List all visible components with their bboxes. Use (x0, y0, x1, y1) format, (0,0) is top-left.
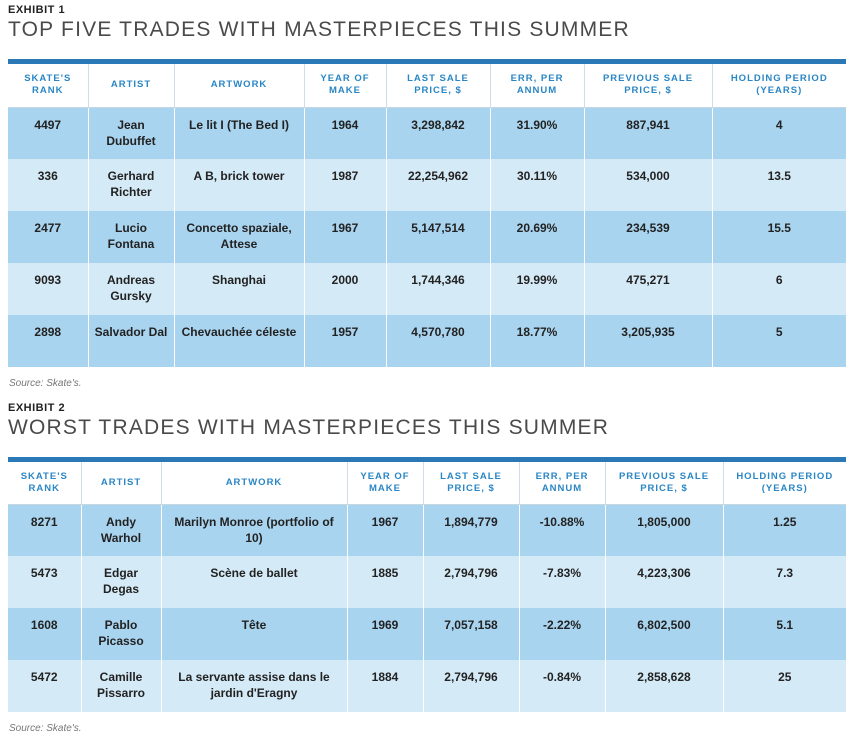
cell-rank: 9093 (8, 263, 88, 315)
cell-artist: Camille Pissarro (81, 660, 161, 712)
cell-holding: 7.3 (723, 556, 846, 608)
cell-err: -2.22% (519, 608, 605, 660)
exhibit-title: WORST TRADES WITH MASTERPIECES THIS SUMMER (8, 416, 610, 439)
cell-holding: 1.25 (723, 504, 846, 556)
col-header-rank: SKATE'S RANK (8, 64, 88, 107)
cell-rank: 336 (8, 159, 88, 211)
cell-year: 1964 (304, 107, 386, 159)
cell-artwork: Shanghai (174, 263, 304, 315)
table-header-row (8, 64, 846, 107)
cell-artist: Salvador Dal (88, 315, 174, 367)
col-header-artist: ARTIST (81, 462, 161, 504)
cell-artwork: Chevauchée céleste (174, 315, 304, 367)
cell-artist: Andy Warhol (81, 504, 161, 556)
cell-holding: 6 (712, 263, 846, 315)
cell-prev-price: 4,223,306 (605, 556, 723, 608)
cell-prev-price: 475,271 (584, 263, 712, 315)
cell-rank: 2898 (8, 315, 88, 367)
cell-err: -0.84% (519, 660, 605, 712)
cell-prev-price: 887,941 (584, 107, 712, 159)
cell-artwork: Concetto spaziale, Attese (174, 211, 304, 263)
cell-holding: 5 (712, 315, 846, 367)
top-trades-table (8, 64, 846, 367)
cell-artist: Andreas Gursky (88, 263, 174, 315)
exhibit-label: EXHIBIT 1 (8, 4, 66, 16)
cell-err: 20.69% (490, 211, 584, 263)
exhibit-label: EXHIBIT 2 (8, 402, 66, 414)
cell-artist: Gerhard Richter (88, 159, 174, 211)
col-header-holding: HOLDING PERIOD (YEARS) (723, 462, 846, 504)
cell-artist: Edgar Degas (81, 556, 161, 608)
col-header-prev-price: PREVIOUS SALE PRICE, $ (584, 64, 712, 107)
table-header-row (8, 462, 846, 504)
cell-last-price: 22,254,962 (386, 159, 490, 211)
col-header-err: ERR, PER ANNUM (490, 64, 584, 107)
col-header-artwork: ARTWORK (161, 462, 347, 504)
cell-last-price: 2,794,796 (423, 556, 519, 608)
source-note: Source: Skate's. (9, 723, 82, 734)
cell-year: 1967 (347, 504, 423, 556)
col-header-artwork: ARTWORK (174, 64, 304, 107)
cell-artwork: A B, brick tower (174, 159, 304, 211)
cell-year: 1885 (347, 556, 423, 608)
source-note: Source: Skate's. (9, 378, 82, 389)
cell-prev-price: 534,000 (584, 159, 712, 211)
cell-holding: 25 (723, 660, 846, 712)
cell-artwork: Le lit I (The Bed I) (174, 107, 304, 159)
col-header-last-price: LAST SALE PRICE, $ (423, 462, 519, 504)
cell-err: 31.90% (490, 107, 584, 159)
cell-last-price: 1,894,779 (423, 504, 519, 556)
cell-last-price: 2,794,796 (423, 660, 519, 712)
worst-trades-table (8, 462, 846, 712)
cell-rank: 4497 (8, 107, 88, 159)
cell-year: 1957 (304, 315, 386, 367)
cell-year: 1969 (347, 608, 423, 660)
cell-year: 1884 (347, 660, 423, 712)
cell-prev-price: 234,539 (584, 211, 712, 263)
col-header-err: ERR, PER ANNUM (519, 462, 605, 504)
cell-artwork: Marilyn Monroe (portfolio of 10) (161, 504, 347, 556)
cell-holding: 13.5 (712, 159, 846, 211)
cell-last-price: 3,298,842 (386, 107, 490, 159)
cell-holding: 15.5 (712, 211, 846, 263)
col-header-holding: HOLDING PERIOD (YEARS) (712, 64, 846, 107)
cell-last-price: 5,147,514 (386, 211, 490, 263)
col-header-prev-price: PREVIOUS SALE PRICE, $ (605, 462, 723, 504)
table-row (8, 107, 846, 159)
cell-year: 1967 (304, 211, 386, 263)
cell-last-price: 4,570,780 (386, 315, 490, 367)
cell-artist: Jean Dubuffet (88, 107, 174, 159)
cell-rank: 1608 (8, 608, 81, 660)
cell-prev-price: 6,802,500 (605, 608, 723, 660)
col-header-year: YEAR OF MAKE (304, 64, 386, 107)
cell-year: 2000 (304, 263, 386, 315)
cell-rank: 8271 (8, 504, 81, 556)
table-row (8, 315, 846, 367)
exhibit-title: TOP FIVE TRADES WITH MASTERPIECES THIS SUMMER (8, 18, 630, 41)
cell-err: 18.77% (490, 315, 584, 367)
table-row (8, 159, 846, 211)
cell-artwork: Scène de ballet (161, 556, 347, 608)
cell-holding: 5.1 (723, 608, 846, 660)
cell-err: 19.99% (490, 263, 584, 315)
cell-holding: 4 (712, 107, 846, 159)
cell-artist: Lucio Fontana (88, 211, 174, 263)
table-row (8, 556, 846, 608)
table-row (8, 660, 846, 712)
exhibit-2 (8, 401, 846, 736)
cell-artist: Pablo Picasso (81, 608, 161, 660)
cell-rank: 5472 (8, 660, 81, 712)
cell-rank: 2477 (8, 211, 88, 263)
cell-rank: 5473 (8, 556, 81, 608)
cell-err: 30.11% (490, 159, 584, 211)
cell-prev-price: 3,205,935 (584, 315, 712, 367)
cell-last-price: 1,744,346 (386, 263, 490, 315)
cell-err: -7.83% (519, 556, 605, 608)
table-row (8, 263, 846, 315)
cell-prev-price: 2,858,628 (605, 660, 723, 712)
cell-year: 1987 (304, 159, 386, 211)
cell-last-price: 7,057,158 (423, 608, 519, 660)
col-header-rank: SKATE'S RANK (8, 462, 81, 504)
table-row (8, 504, 846, 556)
table-row (8, 608, 846, 660)
cell-artwork: La servante assise dans le jardin d'Eragny (161, 660, 347, 712)
col-header-last-price: LAST SALE PRICE, $ (386, 64, 490, 107)
cell-artwork: Tête (161, 608, 347, 660)
col-header-year: YEAR OF MAKE (347, 462, 423, 504)
exhibit-1 (8, 3, 846, 391)
col-header-artist: ARTIST (88, 64, 174, 107)
cell-err: -10.88% (519, 504, 605, 556)
cell-prev-price: 1,805,000 (605, 504, 723, 556)
table-row (8, 211, 846, 263)
